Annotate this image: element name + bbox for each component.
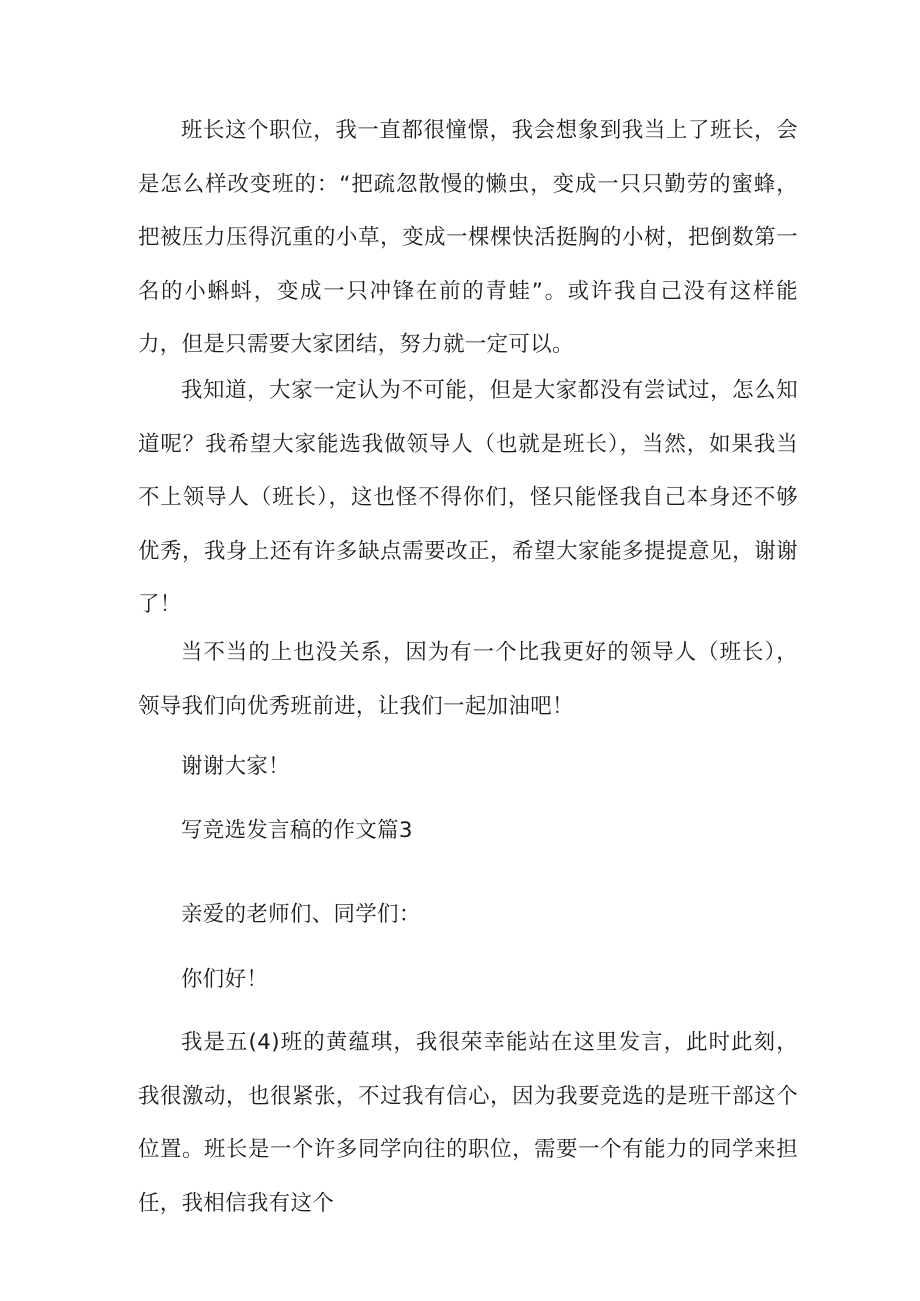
section-heading: 写竞选发言稿的作文篇3 bbox=[181, 818, 413, 843]
greeting: 你们好！ bbox=[181, 967, 269, 992]
paragraph-encouragement: 当不当的上也没关系，因为有一个比我更好的领导人（班长），领导我们向优秀班前进，让我们一起加油吧！ bbox=[138, 640, 798, 719]
paragraph-monitor-aspiration: 班长这个职位，我一直都很憧憬，我会想象到我当上了班长，会是怎么样改变班的：“把疏忽散慢的懒虫，变成一只只勤劳的蜜蜂，把被压力压得沉重的小草，变成一棵棵快活挺胸的小树，把倒数第一名的小蝌蚪，变成一只冲锋在前的青蛙”。或许我自己没有这样能力，但是只需要大家团结，努力就一定可以。 bbox=[138, 118, 798, 357]
paragraph-introduction: 我是五(4)班的黄蕴琪，我很荣幸能站在这里发言，此时此刻，我很激动，也很紧张，不过我有信心，因为我要竞选的是班干部这个位置。班长是一个许多同学向往的职位，需要一个有能力的同学来担任，我相信我有这个 bbox=[138, 1030, 798, 1216]
salutation: 亲爱的老师们、同学们： bbox=[181, 902, 421, 927]
paragraph-thanks: 谢谢大家！ bbox=[181, 754, 290, 779]
paragraph-election-request: 我知道，大家一定认为不可能，但是大家都没有尝试过，怎么知道呢？我希望大家能选我做领导人（也就是班长），当然，如果我当不上领导人（班长），这也怪不得你们，怪只能怪我自己本身还不够优秀，我身上还有许多缺点需要改正，希望大家能多提提意见，谢谢了！ bbox=[138, 378, 798, 617]
